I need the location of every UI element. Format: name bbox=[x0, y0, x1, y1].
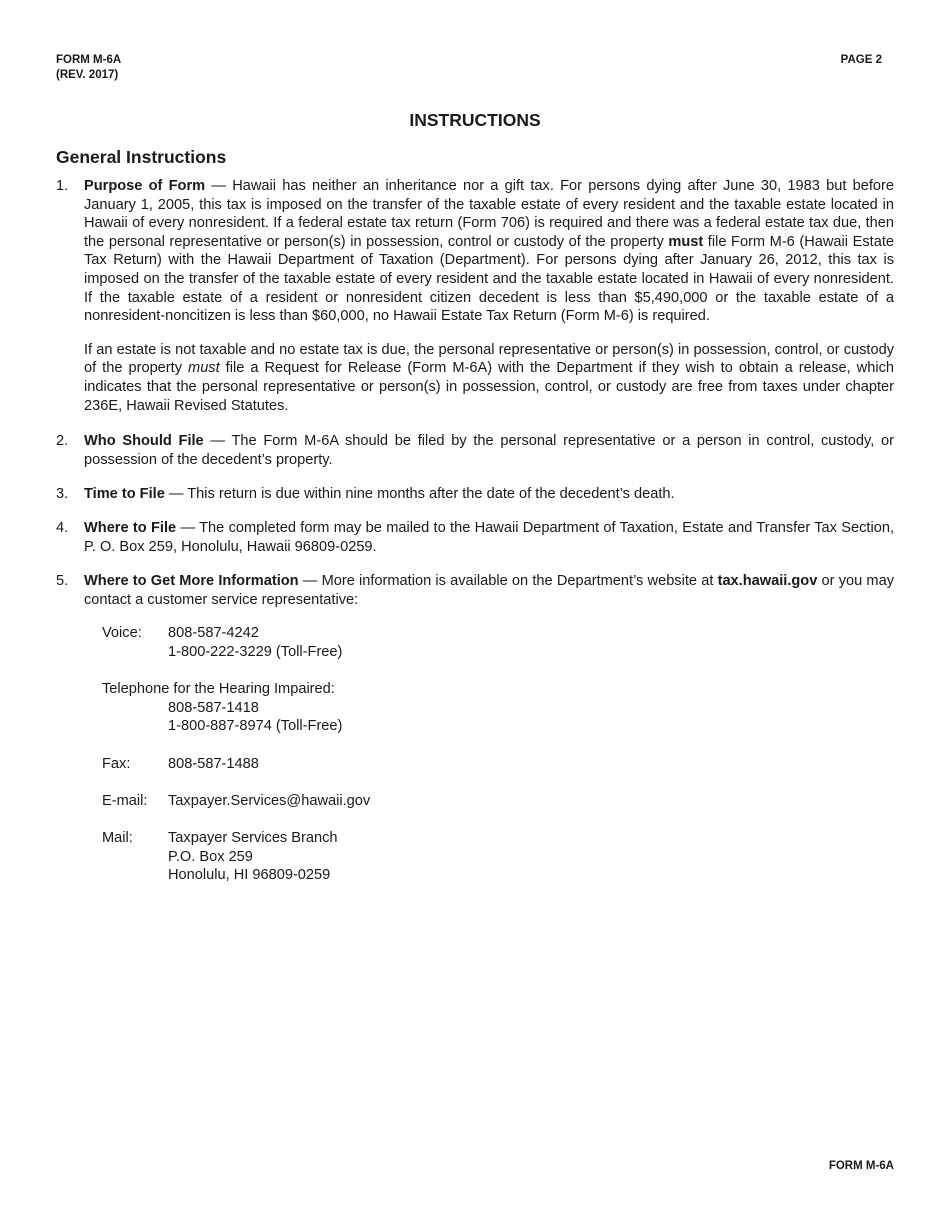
item-text: — More information is available on the Department’s website at bbox=[298, 573, 718, 589]
phone-number: 1-800-222-3229 (Toll-Free) bbox=[168, 643, 343, 660]
item-number: 4. bbox=[56, 520, 69, 536]
contact-voice bbox=[102, 624, 342, 661]
contact-label: Voice: bbox=[102, 625, 142, 641]
item-heading: Purpose of Form bbox=[84, 178, 206, 194]
item-number: 5. bbox=[56, 573, 69, 589]
item-text: — This return is due within nine months after the date of the decedent’s death. bbox=[164, 486, 675, 502]
form-name: FORM M-6A bbox=[56, 54, 122, 66]
item-heading: Where to File bbox=[84, 520, 177, 536]
instruction-item-purpose bbox=[56, 177, 894, 415]
contact-label: E-mail: bbox=[102, 793, 148, 809]
item-text: If an estate is not taxable and no estate tax is due, the personal representative or person(s) in possession, control, or custody of the property bbox=[84, 341, 894, 377]
website-link[interactable]: tax.hawaii.gov bbox=[717, 573, 818, 589]
item-text: file Form M-6 (Hawaii Estate Tax Return) with the Hawaii Department of Taxation (Department). For persons dying after January 26, 2012, this tax is imposed on the transfer of the taxable estate of every resident and the taxable estate located in Hawaii of every nonresident. If the taxable estate of a resident or nonresident citizen decedent is less than $5,490,000 or the taxable estate of a nonresident-noncitizen is less than $60,000, no Hawaii Estate Tax Return (Form M-6) is required. bbox=[84, 233, 894, 325]
fax-number: 808-587-1488 bbox=[168, 756, 259, 772]
item-heading: Who Should File bbox=[84, 433, 204, 449]
contact-label: Telephone for the Hearing Impaired: bbox=[102, 681, 335, 697]
form-header bbox=[56, 53, 121, 83]
instruction-item-where-to-file bbox=[56, 519, 894, 556]
item-number: 2. bbox=[56, 433, 69, 449]
phone-number: 808-587-4242 bbox=[168, 625, 259, 641]
emphasis-must: must bbox=[188, 360, 220, 377]
contact-hearing-impaired bbox=[102, 680, 342, 736]
contact-fax bbox=[102, 755, 259, 774]
item-number: 3. bbox=[56, 486, 69, 502]
email-address[interactable]: Taxpayer.Services@hawaii.gov bbox=[168, 793, 371, 809]
instruction-item-more-information bbox=[56, 572, 894, 609]
contact-label: Fax: bbox=[102, 756, 131, 772]
item-text: file a Request for Release (Form M-6A) with the Department if they wish to obtain a release, which indicates that the personal representative or person(s) in possession, control, or custody are free from taxes under chapter 236E, Hawaii Revised Statutes. bbox=[84, 360, 894, 414]
mail-address-line: Honolulu, HI 96809-0259 bbox=[168, 867, 331, 884]
form-footer: FORM M-6A bbox=[828, 1160, 894, 1172]
item-paragraph bbox=[84, 177, 894, 326]
mail-address-line: Taxpayer Services Branch bbox=[168, 830, 338, 846]
contact-mail bbox=[102, 829, 338, 885]
mail-address-line: P.O. Box 259 bbox=[168, 848, 253, 865]
contact-email bbox=[102, 792, 370, 811]
instruction-item-time-to-file bbox=[56, 485, 894, 504]
page-title: INSTRUCTIONS bbox=[409, 110, 541, 130]
phone-number: 1-800-887-8974 (Toll-Free) bbox=[168, 718, 343, 735]
item-text: — The Form M-6A should be filed by the personal representative or a person in control, custody, or possession of the decedent’s property. bbox=[84, 433, 894, 468]
item-paragraph bbox=[84, 341, 894, 415]
phone-number: 808-587-1418 bbox=[168, 699, 259, 716]
emphasis-must: must bbox=[668, 233, 704, 250]
section-heading: General Instructions bbox=[56, 147, 227, 167]
item-heading: Time to File bbox=[84, 486, 165, 502]
page-number: PAGE 2 bbox=[840, 54, 882, 66]
item-text: — Hawaii has neither an inheritance nor a gift tax. For persons dying after June 30, 1983 but before January 1, 2005, this tax is imposed on the transfer of the taxable estate of every resident and the taxable estate located in Hawaii of every nonresident. If a federal estate tax return (Form 706) is required and there was a federal estate tax due, then the personal representative or person(s) in possession, control or custody of the property bbox=[84, 178, 894, 250]
item-number: 1. bbox=[56, 178, 69, 194]
instruction-item-who-should-file bbox=[56, 432, 894, 469]
contact-label: Mail: bbox=[102, 830, 133, 846]
item-text: — The completed form may be mailed to the Hawaii Department of Taxation, Estate and Transfer Tax Section, P. O. Box 259, Honolulu, Hawaii 96809-0259. bbox=[84, 520, 894, 555]
item-heading: Where to Get More Information bbox=[84, 573, 299, 589]
form-revision: (REV. 2017) bbox=[56, 69, 119, 81]
item-text: or you may contact a customer service representative: bbox=[84, 573, 894, 608]
